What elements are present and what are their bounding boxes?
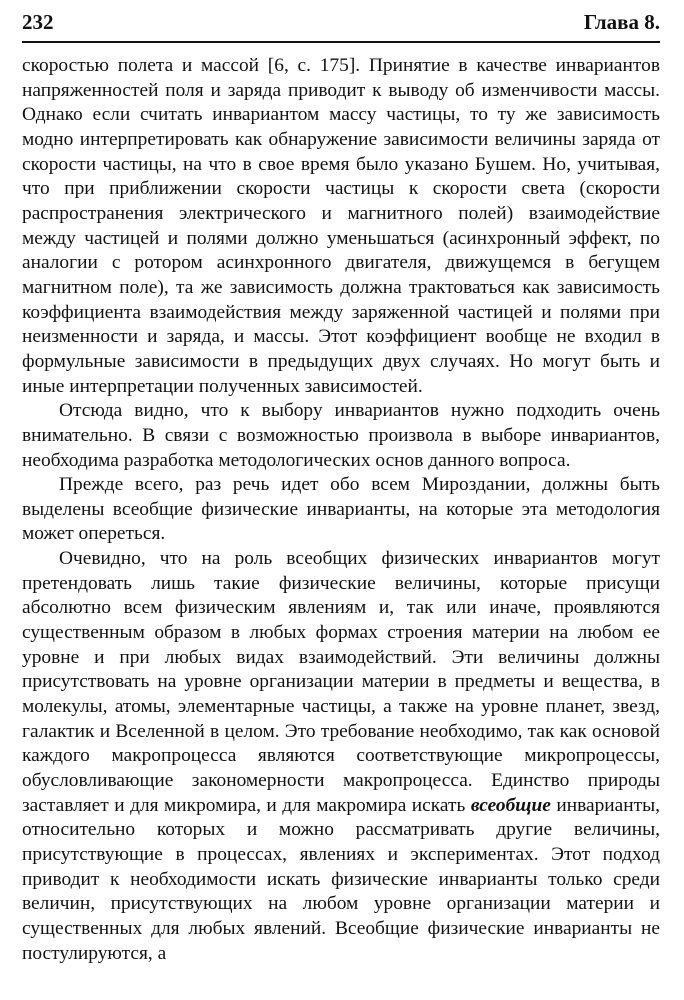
- paragraph-4: [22, 547, 660, 966]
- paragraph-3: Прежде всего, раз речь идет обо всем Мироздании, должны быть выделены всеобщие физические инварианты, на которые эта методология может опереться.: [22, 474, 660, 545]
- paragraph-2: Отсюда видно, что к выбору инвариантов нужно подходить очень внимательно. В связи с возможностью произвола в выборе инвариантов, необходима разработка методологических основ данного вопроса.: [22, 400, 660, 471]
- chapter-title: Глава 8.: [583, 10, 660, 34]
- emphasized-word: всеобщие: [470, 794, 551, 816]
- body-text: [22, 54, 660, 966]
- page-number: 232: [22, 10, 54, 34]
- page-header: [22, 10, 660, 40]
- header-divider: [22, 41, 660, 43]
- paragraph-1: скоростью полета и массой [6, с. 175]. Принятие в качестве инвариантов напряженностей поля и заряда приводит к выводу об изменчивости массы. Однако если считать инвариантом массу частицы, то ту же зависимость модно интерпретировать как обнаружение зависимости величины заряда от скорости частицы, на что в свое время было указано Бушем. Но, учитывая, что при приближении скорости частицы к скорости света (скорости распространения электрического и магнитного полей) взаимодействие между частицей и полями должно уменьшаться (асинхронный эффект, по аналогии с ротором асинхронного двигателя, движущемся в бегущем магнитном поле), та же зависимость должна трактоваться как зависимость коэффициента взаимодействия между заряженной частицей и полями при неизменности и заряда, и массы. Этот коэффициент вообще не входил в формульные зависимости в предыдущих двух случаях. Но могут быть и иные интерпретации полученных зависимостей.: [22, 55, 660, 397]
- paragraph-4-text-before: Очевидно, что на роль всеобщих физических инвариантов могут претендовать лишь такие физические величины, которые присущи абсолютно всем физическим явлениям и, так или иначе, проявляются существенным образом в любых формах строения материи на любом ее уровне и при любых видах взаимодействий. Эти величины должны присутствовать на уровне организации материи в предметы и вещества, в молекулы, атомы, элементарные частицы, а также на уровне планет, звезд, галактик и Вселенной в целом. Это требование необходимо, так как основой каждого макропроцесса являются соответствующие микропроцессы, обусловливающие закономерности макропроцесса. Единство природы заставляет и для микромира, и для макромира искать: [22, 548, 660, 816]
- paragraph-4-text-after: инварианты, относительно которых и можно рассматривать другие величины, присутствующие в процессах, явлениях и экспериментах. Этот подход приводит к необходимости искать физические инварианты только среди величин, присутствующих на любом уровне организации материи и существенных для любых явлений. Всеобщие физические инварианты не постулируются, а: [22, 794, 661, 964]
